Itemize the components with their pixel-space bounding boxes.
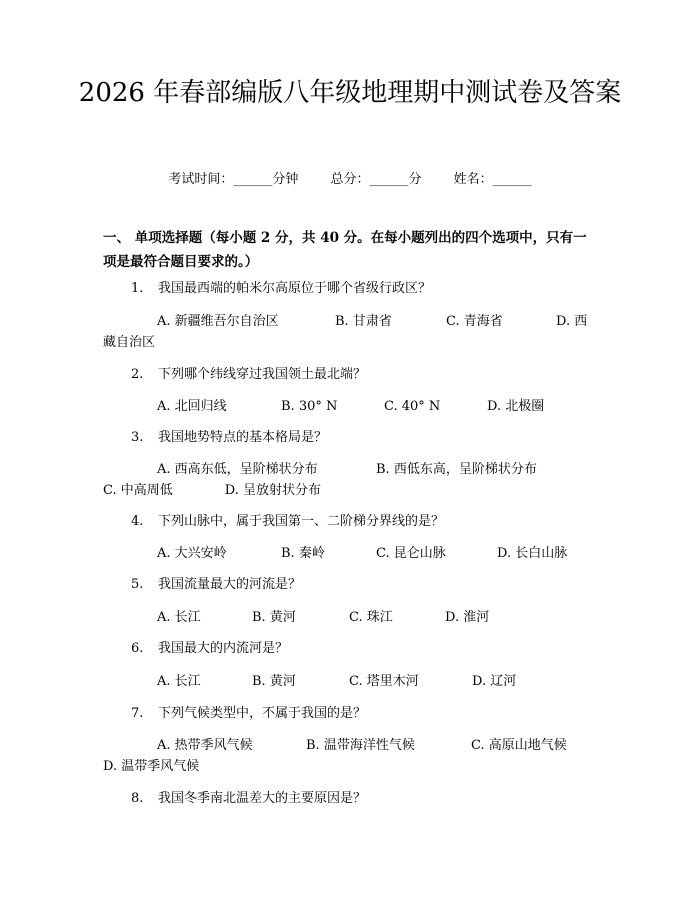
page-title: 2026 年春部编版八年级地理期中测试卷及答案	[78, 78, 622, 108]
option-c: C. 珠江	[349, 610, 393, 625]
option-d: D. 西	[556, 314, 588, 329]
option-c: C. 青海省	[446, 314, 503, 329]
question-number: 1.	[131, 281, 144, 296]
option-a: A. 长江	[157, 610, 201, 625]
question-3	[131, 427, 327, 449]
option-b: B. 黄河	[252, 674, 296, 689]
question-8	[131, 788, 366, 810]
section-heading: 一、 单项选择题（每小题 2 分，共 40 分。在每小题列出的四个选项中，只有一项是最符合题目要求的。）	[103, 230, 587, 270]
option-b: B. 30° N	[281, 399, 338, 414]
option-a: A. 西高东低，呈阶梯状分布	[157, 462, 318, 477]
question-2	[131, 364, 366, 386]
question-text: 下列山脉中，属于我国第一、二阶梯分界线的是？	[158, 514, 445, 529]
question-number: 5.	[131, 577, 144, 592]
question-text: 我国流量最大的河流是？	[158, 577, 302, 592]
option-c: C. 40° N	[384, 399, 441, 414]
question-text: 我国最西端的帕米尔高原位于哪个省级行政区？	[158, 281, 432, 296]
question-number: 8.	[131, 791, 144, 806]
question-number: 2.	[131, 367, 144, 382]
question-number: 3.	[131, 430, 144, 445]
question-7	[131, 703, 366, 725]
question-number: 7.	[131, 706, 144, 721]
question-4	[131, 511, 444, 533]
option-b: B. 秦岭	[281, 546, 325, 561]
option-b: B. 甘肃省	[335, 314, 392, 329]
exam-meta	[0, 168, 700, 187]
option-b: B. 温带海洋性气候	[306, 738, 415, 753]
exam-time: 考试时间：______分钟	[168, 172, 299, 187]
option-a: A. 北回归线	[157, 399, 227, 414]
option-a: A. 长江	[157, 674, 201, 689]
question-text: 下列气候类型中，不属于我国的是？	[158, 706, 367, 721]
option-d: D. 淮河	[445, 610, 490, 625]
question-6	[131, 638, 288, 660]
question-number: 4.	[131, 514, 144, 529]
option-wrap: D. 温带季风气候	[103, 759, 200, 774]
student-name: 姓名：______	[453, 172, 532, 187]
option-c: C. 昆仑山脉	[376, 546, 446, 561]
option-a: A. 大兴安岭	[157, 546, 227, 561]
option-b: B. 黄河	[252, 610, 296, 625]
question-1	[131, 278, 431, 300]
option-c: C. 高原山地气候	[471, 738, 567, 753]
option-d: D. 北极圈	[487, 399, 545, 414]
option-a: A. 热带季风气候	[157, 738, 253, 753]
question-text: 我国冬季南北温差大的主要原因是？	[158, 791, 367, 806]
option-a: A. 新疆维吾尔自治区	[157, 314, 279, 329]
question-text: 我国最大的内流河是？	[158, 641, 289, 656]
question-text: 我国地势特点的基本格局是？	[158, 430, 328, 445]
question-5	[131, 574, 301, 596]
option-wrap: 藏自治区	[103, 335, 156, 350]
exam-score: 总分：______分	[330, 172, 422, 187]
option-c: C. 塔里木河	[349, 674, 419, 689]
question-text: 下列哪个纬线穿过我国领土最北端？	[158, 367, 367, 382]
option-wrap: C. 中高周低 D. 呈放射状分布	[103, 483, 321, 498]
option-d: D. 辽河	[472, 674, 517, 689]
option-d: D. 长白山脉	[497, 546, 568, 561]
option-b: B. 西低东高，呈阶梯状分布	[376, 462, 537, 477]
question-number: 6.	[131, 641, 144, 656]
